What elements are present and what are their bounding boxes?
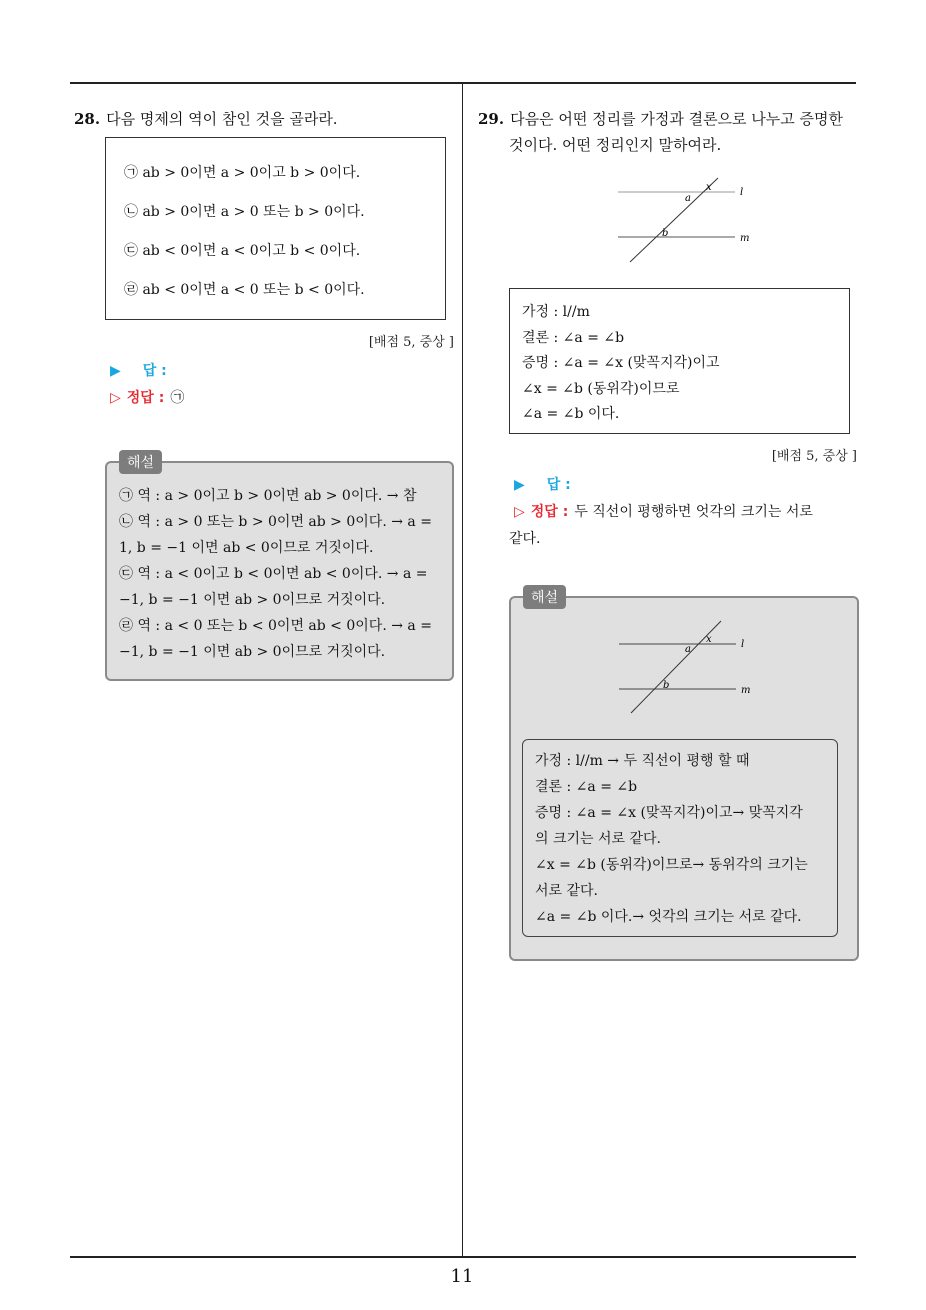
label-x: x [706,182,712,193]
solution-label-m: m [741,685,751,696]
q28-option-4: ㉣ ab < 0이면 a < 0 또는 b < 0이다. [124,282,365,298]
q29-proof-line-5: ∠a = ∠b 이다. [522,406,620,422]
q28-solution-line-3: 1, b = −1 이면 ab < 0이므로 거짓이다. [119,540,374,556]
q29-header [478,106,868,158]
q29-solution-line-1: 가정 : l//m → 두 직선이 평행 할 때 [535,753,750,769]
q29-proof-line-2: 결론 : ∠a = ∠b [522,330,625,346]
q28-correct-value: ㉠ [170,390,185,406]
q28-solution-line-4: ㉢ 역 : a < 0이고 b < 0이면 ab < 0이다. → a = [119,566,428,582]
q28-header [74,106,454,132]
q29-solution-line-5: ∠x = ∠b (동위각)이므로→ 동위각의 크기는 [535,857,808,873]
bottom-rule [70,1256,856,1258]
q29-proof-line-1: 가정 : l//m [522,304,590,320]
q28-solution-line-1: ㉠ 역 : a > 0이고 b > 0이면 ab > 0이다. → 참 [119,488,417,504]
label-a: a [685,193,691,204]
solution-label-a: a [685,644,691,655]
q29-solution-line-3: 증명 : ∠a = ∠x (맞꼭지각)이고→ 맞꼭지각 [535,805,803,821]
q29-solution-line-7: ∠a = ∠b 이다.→ 엇각의 크기는 서로 같다. [535,909,802,925]
q28-answer-row [110,360,167,380]
q29-score: [배점 5, 중상 ] [771,449,857,464]
q28-number: 28. [74,110,101,128]
q29-solution-line-6: 서로 같다. [535,883,598,899]
transversal [630,178,718,262]
q29-solution-line-2: 결론 : ∠a = ∠b [535,779,638,795]
q29-correct-row [514,501,813,521]
q28-score: [배점 5, 중상 ] [368,335,454,350]
q29-parallel-lines-figure [610,175,770,270]
q29-solution-inner-box [522,739,838,937]
top-rule [70,82,856,84]
q29-correct-value-line-2: 같다. [509,531,541,547]
q29-prompt-line-2: 것이다. 어떤 정리인지 말하여라. [509,136,722,154]
q29-answer-label: 답 : [546,477,571,493]
solution-label-b: b [663,680,670,691]
q28-solution-line-7: −1, b = −1 이면 ab > 0이므로 거짓이다. [119,644,386,660]
q28-solution-line-6: ㉣ 역 : a < 0 또는 b < 0이면 ab < 0이다. → a = [119,618,432,634]
q28-correct-row [110,387,184,407]
label-l: l [740,187,744,198]
q28-option-1: ㉠ ab > 0이면 a > 0이고 b > 0이다. [124,165,361,181]
q28-option-3: ㉢ ab < 0이면 a < 0이고 b < 0이다. [124,243,361,259]
q29-number: 29. [478,110,505,128]
q29-proof-box [509,288,850,434]
q29-answer-row [514,474,571,494]
q28-options-box [105,137,446,320]
q29-proof-line-3: 증명 : ∠a = ∠x (맞꼭지각)이고 [522,355,720,371]
q29-solution-figure [611,618,771,718]
label-m: m [740,233,750,244]
q29-solution-tag: 해설 [523,585,566,609]
q28-solution-line-2: ㉡ 역 : a > 0 또는 b > 0이면 ab > 0이다. → a = [119,514,432,530]
q29-answer-triangle-icon: ▶ [514,477,525,493]
q29-correct-value-line-1: 두 직선이 평행하면 엇각의 크기는 서로 [574,504,813,520]
q28-prompt: 다음 명제의 역이 참인 것을 골라라. [106,110,338,128]
q29-correct-label: 정답 : [530,504,569,520]
q28-option-2: ㉡ ab > 0이면 a > 0 또는 b > 0이다. [124,204,365,220]
q29-solution-line-4: 의 크기는 서로 같다. [535,831,661,847]
column-divider [462,82,463,1258]
q28-answer-triangle-icon: ▶ [110,363,121,379]
q28-solution-line-5: −1, b = −1 이면 ab > 0이므로 거짓이다. [119,592,386,608]
q28-correct-label: 정답 : [126,390,165,406]
solution-label-l: l [741,639,745,650]
label-b: b [662,228,669,239]
q29-correct-triangle-icon: ▷ [514,504,525,520]
q28-solution-tag: 해설 [119,450,162,474]
page-number: 11 [450,1266,474,1287]
solution-label-x: x [706,634,712,645]
q29-solution-box [509,596,859,961]
q28-correct-triangle-icon: ▷ [110,390,121,406]
q29-proof-line-4: ∠x = ∠b (동위각)이므로 [522,381,680,397]
q29-prompt-line-1: 다음은 어떤 정리를 가정과 결론으로 나누고 증명한 [510,110,844,128]
q28-answer-label: 답 : [142,363,167,379]
q28-solution-box [105,461,454,681]
